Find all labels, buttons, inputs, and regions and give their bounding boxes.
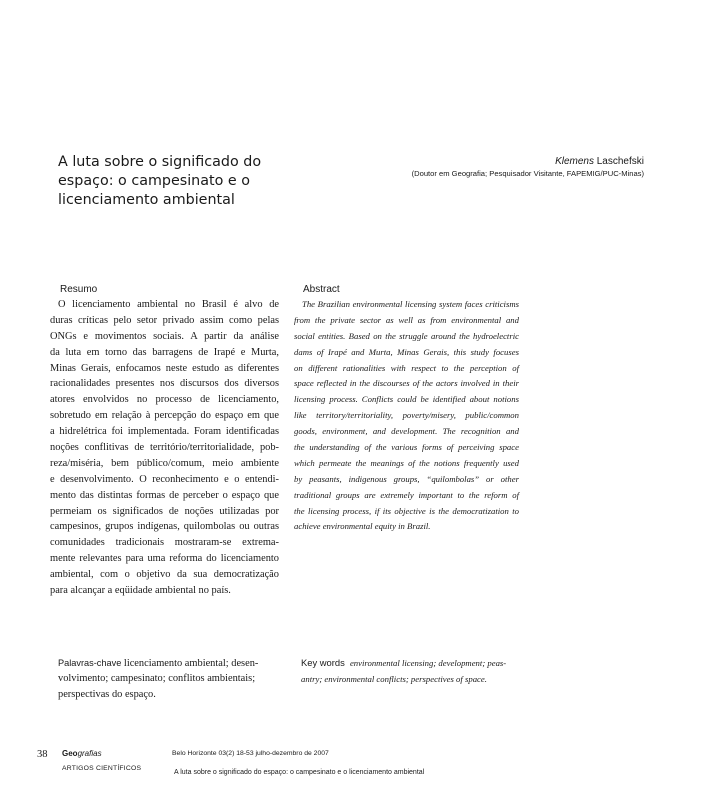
abstract-line: by peasants, indigenous groups, “quilombolas” or other bbox=[294, 473, 519, 484]
keywords-pt-text: licenciamento ambiental; desen- bbox=[121, 658, 259, 669]
author-last-name: Laschefski bbox=[593, 156, 644, 167]
abstract-line: The Brazilian environmental licensing system faces criticisms bbox=[302, 299, 519, 309]
issue-info: Belo Horizonte 03(2) 18-53 julho-dezembro de 2007 bbox=[172, 750, 329, 757]
keywords-en-text: environmental licensing; development; peas- bbox=[347, 658, 507, 668]
abstract-line: dams of Irapé and Murta, Minas Gerais, this study focuses bbox=[294, 346, 519, 357]
keywords-en-line: antry; environmental conflicts; perspectives of space. bbox=[301, 674, 487, 684]
resumo-line: reza/miséria, bem público/comum, meio ambiente bbox=[50, 457, 279, 469]
abstract-line: on different rationalities with respect to the perception of bbox=[294, 362, 519, 373]
running-title: A luta sobre o significado do espaço: o campesinato e o licenciamento ambiental bbox=[174, 769, 425, 776]
resumo-line: sobretudo em relação à percepção do espaço em que bbox=[50, 410, 279, 422]
abstract-line: traditional groups are extremely important to the reform of bbox=[294, 489, 519, 500]
resumo-line: duras críticas pelo setor privado assim como pelas bbox=[50, 314, 279, 326]
keywords-pt-line: perspectivas do espaço. bbox=[58, 689, 156, 700]
abstract-body bbox=[294, 297, 519, 535]
resumo-line: campesinos, grupos indígenas, quilombolas ou outras bbox=[50, 521, 279, 533]
resumo-line: mento das distintas formas de perceber o espaço que bbox=[50, 489, 279, 501]
abstract-line: space reflected in the discourses of the actors involved in their bbox=[294, 378, 519, 389]
abstract-line: from the private sector as well as from environmental and bbox=[294, 314, 519, 325]
resumo-line: e desenvolvimento. O reconhecimento e o entendi- bbox=[50, 473, 279, 485]
article-title: A luta sobre o significado do espaço: o campesinato e o licenciamento ambiental bbox=[58, 154, 262, 209]
abstract-line: which permeate the meanings of the notions frequently used bbox=[294, 457, 519, 468]
author-affiliation: (Doutor em Geografia; Pesquisador Visitante, FAPEMIG/PUC-Minas) bbox=[411, 169, 644, 178]
resumo-line: Minas Gerais, enfocamos neste estudo as diferentes bbox=[50, 362, 279, 374]
journal-name-bold: Geo bbox=[62, 749, 78, 758]
keywords-en-label: Key words bbox=[301, 657, 345, 668]
page-number: 38 bbox=[37, 749, 48, 760]
abstract-line: the understanding of the various forms of perceiving space bbox=[294, 442, 519, 453]
abstract-line: like territory/territoriality, poverty/misery, public/common bbox=[294, 410, 519, 421]
abstract-line: licensing process. Conflicts could be identified about notions bbox=[294, 394, 519, 405]
resumo-line: mente relevantes para uma reforma do licenciamento bbox=[50, 553, 279, 565]
abstract-line: goods, environment, and development. The recognition and bbox=[294, 426, 519, 437]
keywords-pt bbox=[58, 655, 283, 703]
author-block bbox=[412, 156, 644, 179]
resumo-line: para alcançar a eqüidade ambiental no país. bbox=[50, 585, 231, 597]
resumo-line: permeiam os significados de noções utilizadas por bbox=[50, 505, 279, 517]
resumo-line: O licenciamento ambiental no Brasil é alvo de bbox=[58, 299, 279, 310]
abstract-line: the licensing process, if its objective is the democratization to bbox=[294, 505, 519, 516]
resumo-line: noções conflitivas de território/territorialidade, pob- bbox=[50, 442, 279, 454]
keywords-en bbox=[301, 655, 526, 687]
keywords-pt-line: volvimento; campesinato; conflitos ambientais; bbox=[58, 673, 256, 684]
resumo-line: racionalidades presentes nos discursos dos diversos bbox=[50, 378, 279, 390]
abstract-heading: Abstract bbox=[303, 284, 340, 295]
keywords-pt-label: Palavras-chave bbox=[58, 658, 122, 668]
journal-name bbox=[62, 749, 102, 758]
keywords-pt-line bbox=[58, 655, 283, 671]
resumo-line: ONGs e movimentos sociais. A partir da análise bbox=[50, 330, 279, 342]
journal-name-italic: grafias bbox=[77, 749, 102, 758]
resumo-line: da luta em torno das barragens de Irapé e Murta, bbox=[50, 346, 279, 358]
resumo-line: comunidades tradicionais mostraram-se extrema- bbox=[50, 537, 279, 549]
resumo-body bbox=[50, 297, 279, 599]
resumo-line: ambiental, com o objetivo da sua democratização bbox=[50, 569, 279, 581]
journal-section: ARTIGOS CIENTÍFICOS bbox=[62, 765, 142, 772]
resumo-line: atores envolvidos no processo de licenciamento, bbox=[50, 394, 279, 406]
author-name bbox=[412, 156, 644, 168]
resumo-line: a hidrelétrica foi implementada. Foram identificadas bbox=[50, 426, 279, 438]
abstract-line: achieve environmental equity in Brazil. bbox=[294, 521, 431, 532]
keywords-en-line bbox=[301, 655, 526, 671]
resumo-heading: Resumo bbox=[60, 284, 98, 295]
abstract-line: social entities. Based on the struggle around the hydroelectric bbox=[294, 330, 519, 341]
author-first-name: Klemens bbox=[555, 156, 594, 167]
